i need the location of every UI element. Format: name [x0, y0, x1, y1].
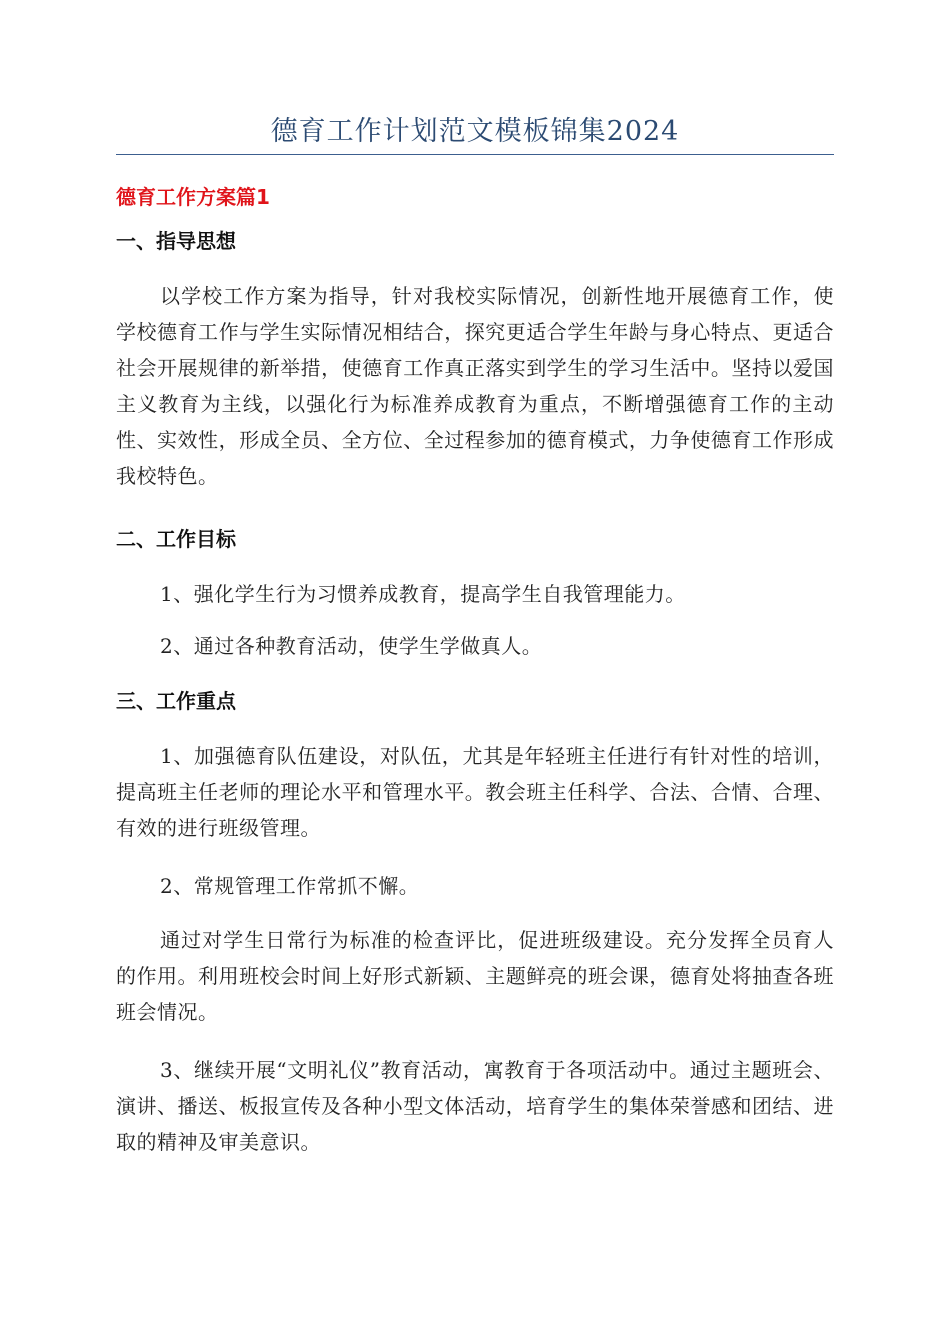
- paragraph-goal-1: 1、强化学生行为习惯养成教育，提高学生自我管理能力。: [160, 582, 686, 606]
- section-heading-work-goals: 二、工作目标: [116, 527, 236, 551]
- paragraph-goal-2: 2、通过各种教育活动，使学生学做真人。: [160, 634, 543, 658]
- paragraph-focus-1: 1、加强德育队伍建设，对队伍，尤其是年轻班主任进行有针对性的培训，提高班主任老师的理论水平和管理水平。教会班主任科学、合法、合情、合理、有效的进行班级管理。: [116, 744, 834, 840]
- paragraph-focus-2: 2、常规管理工作常抓不懈。: [160, 874, 420, 898]
- document-title: 德育工作计划范文模板锦集2024: [270, 116, 680, 147]
- section-heading-work-focus: 三、工作重点: [116, 689, 236, 713]
- section-heading-guiding-ideology: 一、指导思想: [116, 229, 236, 253]
- article-heading: 德育工作方案篇1: [116, 185, 270, 209]
- paragraph-guiding-ideology: 以学校工作方案为指导，针对我校实际情况，创新性地开展德育工作，使学校德育工作与学生实际情况相结合，探究更适合学生年龄与身心特点、更适合社会开展规律的新举措，使德育工作真正落实到学生的学习生活中。坚持以爱国主义教育为主线，以强化行为标准养成教育为重点，不断增强德育工作的主动性、实效性，形成全员、全方位、全过程参加的德育模式，力争使德育工作形成我校特色。: [116, 284, 834, 488]
- paragraph-focus-2-detail: 通过对学生日常行为标准的检查评比，促进班级建设。充分发挥全员育人的作用。利用班校会时间上好形式新颖、主题鲜亮的班会课，德育处将抽查各班班会情况。: [116, 928, 834, 1024]
- title-underline: [116, 154, 834, 155]
- paragraph-focus-3: 3、继续开展“文明礼仪”教育活动，寓教育于各项活动中。通过主题班会、演讲、播送、板报宣传及各种小型文体活动，培育学生的集体荣誉感和团结、进取的精神及审美意识。: [116, 1058, 834, 1154]
